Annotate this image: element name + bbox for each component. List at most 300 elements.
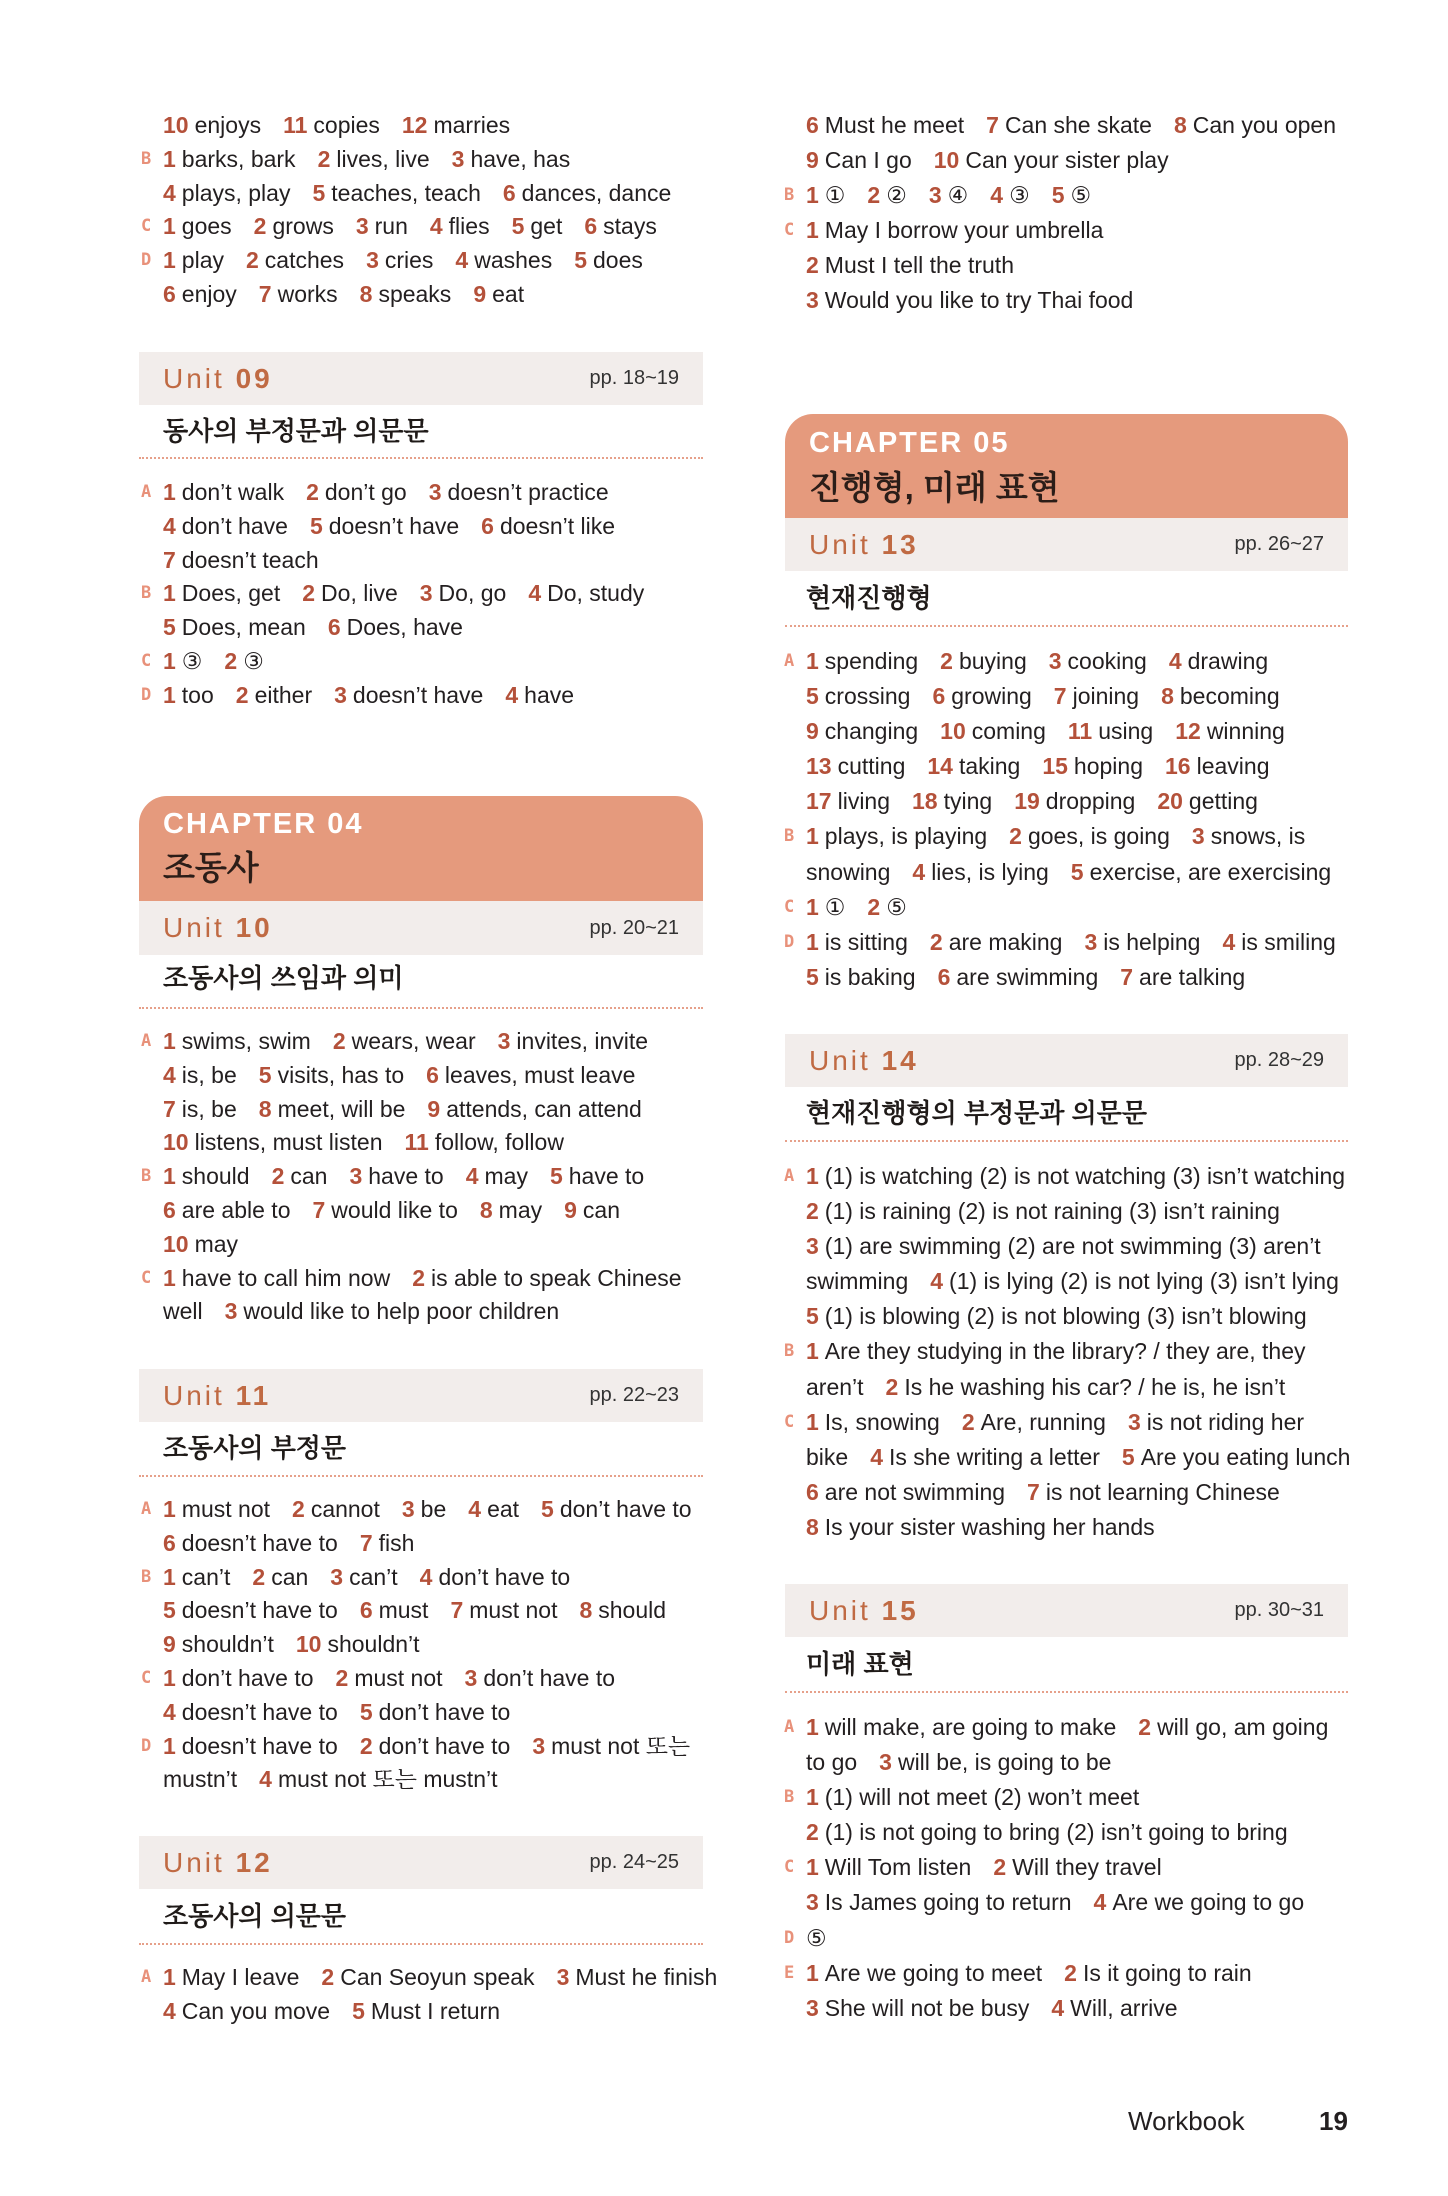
answer-text: run bbox=[374, 213, 408, 240]
answer-number: 6 bbox=[359, 1597, 373, 1624]
answer-item bbox=[806, 1925, 827, 1951]
answer-line bbox=[163, 1059, 682, 1093]
answer-line bbox=[163, 611, 644, 645]
answer-number: 11 bbox=[404, 1129, 429, 1156]
answer-text: cries bbox=[384, 247, 434, 274]
answer-number: 3 bbox=[355, 213, 369, 240]
unit-13-header bbox=[785, 518, 1348, 571]
answer-number: 3 bbox=[334, 681, 347, 708]
answer-line bbox=[784, 213, 1336, 248]
answer-number: 1 bbox=[163, 213, 176, 240]
unit-12-label bbox=[163, 1847, 273, 1879]
answer-text: be bbox=[420, 1496, 447, 1522]
answer-item bbox=[806, 1819, 1288, 1845]
unit-11-pages: pp. 22~23 bbox=[589, 1384, 679, 1406]
unit-number: 15 bbox=[881, 1594, 919, 1626]
answer-text: is not learning Chinese bbox=[1045, 1478, 1280, 1505]
answer-number: 3 bbox=[464, 1664, 478, 1691]
answer-text: growing bbox=[951, 683, 1032, 710]
answer-number: 3 bbox=[451, 145, 465, 172]
answer-item bbox=[163, 1231, 238, 1257]
answer-number: 1 bbox=[163, 1163, 176, 1190]
answer-line bbox=[141, 679, 644, 713]
answer-line bbox=[806, 1815, 1328, 1850]
answer-item bbox=[427, 1096, 641, 1122]
answer-text: marries bbox=[433, 112, 511, 138]
answer-text: Can you open bbox=[1192, 112, 1336, 138]
answer-text: dances, dance bbox=[521, 179, 672, 206]
answer-text: enjoy bbox=[181, 280, 237, 307]
unit-13-pages: pp. 26~27 bbox=[1234, 533, 1324, 555]
answer-text: is smiling bbox=[1241, 928, 1336, 955]
answer-text: Will Tom listen bbox=[824, 1854, 972, 1881]
dotted-divider bbox=[785, 625, 1348, 627]
answer-item bbox=[163, 1197, 291, 1223]
answer-line bbox=[163, 1093, 682, 1127]
answer-text: don’t have to bbox=[483, 1664, 616, 1691]
answer-item bbox=[330, 1564, 397, 1590]
unit-15-header bbox=[785, 1584, 1348, 1637]
answer-item bbox=[1064, 1960, 1252, 1986]
answer-item bbox=[1222, 929, 1335, 955]
answer-item bbox=[163, 1964, 299, 1990]
answer-number: 2 bbox=[271, 1163, 285, 1190]
answer-line bbox=[806, 1745, 1328, 1780]
answer-line bbox=[784, 1159, 1350, 1194]
answer-text: may bbox=[484, 1163, 528, 1190]
answer-line bbox=[141, 1160, 682, 1194]
answer-number: 9 bbox=[564, 1196, 577, 1223]
dotted-divider bbox=[139, 1475, 703, 1477]
answer-number: 6 bbox=[937, 963, 951, 990]
answer-item bbox=[512, 213, 563, 239]
unit-15-answers bbox=[784, 1710, 1329, 2026]
section-letter: A bbox=[784, 651, 795, 671]
answer-text: Does, mean bbox=[181, 614, 306, 641]
answer-text: May I borrow your umbrella bbox=[824, 217, 1104, 244]
answer-line bbox=[141, 1561, 692, 1595]
answer-item bbox=[1009, 823, 1170, 849]
answer-text: works bbox=[277, 280, 338, 307]
answer-text: are swimming bbox=[956, 963, 1099, 990]
answer-item bbox=[254, 213, 334, 239]
section-letter: B bbox=[784, 826, 795, 847]
footer-book-name: Workbook bbox=[1128, 2106, 1245, 2136]
answer-item bbox=[579, 1597, 666, 1623]
answer-number: 7 bbox=[1027, 1478, 1040, 1505]
answer-text: get bbox=[530, 213, 563, 240]
answer-item bbox=[336, 1665, 443, 1691]
answer-number: 6 bbox=[426, 1061, 439, 1088]
answer-text: to go bbox=[806, 1749, 858, 1776]
answer-number: 9 bbox=[473, 280, 487, 307]
answer-text: plays, play bbox=[181, 179, 291, 206]
answer-item bbox=[550, 1163, 644, 1189]
answer-text: Do, live bbox=[321, 580, 398, 607]
answer-item bbox=[283, 112, 380, 138]
answer-number: 5 bbox=[352, 1997, 365, 2024]
answer-item bbox=[806, 147, 912, 173]
answer-number: 15 bbox=[1042, 753, 1068, 780]
answer-text: can bbox=[582, 1196, 621, 1223]
section-letter: C bbox=[784, 1857, 795, 1878]
answer-text: eat bbox=[487, 1496, 520, 1522]
unit-number: 13 bbox=[881, 528, 919, 560]
answer-number: 2 bbox=[335, 1664, 349, 1691]
answer-number: 7 bbox=[986, 112, 999, 138]
answer-number: 3 bbox=[1191, 823, 1205, 850]
answers-continued-left bbox=[141, 109, 672, 312]
answer-item bbox=[246, 247, 344, 273]
answer-line bbox=[806, 283, 1336, 318]
answer-line bbox=[163, 1696, 692, 1730]
answer-line bbox=[141, 1961, 718, 1995]
answer-text: too bbox=[181, 681, 214, 708]
answer-text: attends, can attend bbox=[446, 1095, 642, 1122]
answer-item bbox=[806, 1374, 864, 1400]
answer-text: Can Seoyun speak bbox=[340, 1964, 535, 1990]
answer-number: 3 bbox=[806, 1889, 819, 1916]
answer-text: cooking bbox=[1067, 648, 1147, 674]
section-letter: A bbox=[784, 1166, 795, 1186]
answer-line bbox=[163, 1194, 682, 1228]
answer-item bbox=[163, 146, 296, 172]
answer-item bbox=[1128, 1409, 1304, 1435]
answer-item bbox=[806, 683, 910, 709]
answer-item bbox=[466, 1163, 528, 1189]
unit-word: Unit bbox=[809, 528, 871, 560]
answer-number: 9 bbox=[163, 1631, 176, 1658]
answer-number: 6 bbox=[806, 1478, 819, 1505]
answer-line bbox=[163, 109, 671, 143]
answer-number: 4 bbox=[163, 512, 176, 539]
answer-text: should bbox=[181, 1163, 250, 1190]
answer-item bbox=[1161, 683, 1280, 709]
answer-item bbox=[1192, 823, 1305, 849]
section-letter: C bbox=[141, 1667, 152, 1688]
answer-number: 12 bbox=[1175, 718, 1201, 745]
answer-item bbox=[929, 182, 968, 208]
unit-11-title: 조동사의 부정문 bbox=[163, 1433, 347, 1463]
answer-item bbox=[360, 1530, 415, 1556]
answer-item bbox=[1068, 718, 1153, 744]
answer-item bbox=[1138, 1714, 1328, 1740]
answer-line bbox=[806, 1229, 1350, 1264]
answer-text: becoming bbox=[1179, 683, 1280, 710]
section-letter: E bbox=[784, 1962, 795, 1983]
answer-number: 4 bbox=[455, 247, 469, 274]
answer-number: 5 bbox=[312, 179, 326, 206]
unit-13-answers bbox=[784, 644, 1336, 995]
answer-number: 1 bbox=[163, 1664, 176, 1691]
answer-line bbox=[784, 925, 1336, 960]
answer-text: wears, wear bbox=[351, 1028, 476, 1054]
unit-number: 14 bbox=[881, 1044, 919, 1076]
answer-text: aren’t bbox=[806, 1373, 864, 1400]
answer-item bbox=[1120, 964, 1245, 990]
answer-number: 3 bbox=[806, 1994, 819, 2021]
answer-text: hoping bbox=[1073, 753, 1143, 780]
answer-number: 1 bbox=[163, 1563, 176, 1590]
section-letter: D bbox=[141, 250, 152, 271]
answer-line bbox=[784, 1921, 1328, 1956]
answer-number: 8 bbox=[258, 1095, 272, 1122]
unit-number: 09 bbox=[235, 362, 273, 394]
section-letter: B bbox=[784, 1787, 795, 1808]
answer-number: 1 bbox=[806, 928, 819, 955]
answer-number: 1 bbox=[806, 1714, 819, 1740]
answer-text: is, be bbox=[181, 1061, 237, 1088]
answer-item bbox=[259, 1062, 404, 1088]
chapter-05-banner bbox=[785, 414, 1348, 518]
answer-text: teaches, teach bbox=[331, 179, 481, 206]
unit-word: Unit bbox=[809, 1594, 871, 1626]
answer-number: 1 bbox=[806, 1854, 819, 1881]
answer-text: Can she skate bbox=[1004, 112, 1152, 138]
answer-number: 6 bbox=[502, 179, 516, 206]
page-number: 19 bbox=[1319, 2106, 1348, 2136]
section-letter: A bbox=[141, 1499, 152, 1519]
answer-item bbox=[310, 513, 459, 539]
section-letter: C bbox=[141, 650, 152, 671]
section-letter: A bbox=[784, 1717, 795, 1737]
answer-line bbox=[141, 1025, 682, 1059]
answer-item bbox=[1094, 1889, 1305, 1915]
answer-item bbox=[259, 281, 338, 307]
answer-item bbox=[313, 1197, 458, 1223]
unit-09-title: 동사의 부정문과 의문문 bbox=[163, 416, 429, 446]
answer-item bbox=[334, 682, 483, 708]
answer-item bbox=[806, 648, 918, 674]
answer-text: cannot bbox=[310, 1496, 380, 1522]
answer-number: 2 bbox=[806, 1819, 819, 1846]
answer-item bbox=[806, 929, 908, 955]
answer-item bbox=[806, 823, 987, 849]
answer-line bbox=[163, 1295, 682, 1329]
answer-item bbox=[806, 1444, 848, 1470]
answer-text: are making bbox=[948, 928, 1063, 955]
answer-number: 2 bbox=[412, 1264, 425, 1291]
answer-text: (1) is watching (2) is not watching (3) isn’t watching bbox=[824, 1163, 1346, 1189]
answer-item bbox=[806, 894, 845, 920]
answer-number: 9 bbox=[806, 147, 819, 174]
answer-number: 1 bbox=[163, 1264, 176, 1291]
answer-number: 2 bbox=[302, 580, 316, 607]
answer-item bbox=[452, 146, 571, 172]
unit-10-answers bbox=[141, 1025, 682, 1329]
dotted-divider bbox=[139, 1943, 703, 1945]
answer-item bbox=[163, 1597, 338, 1623]
answer-number: 3 bbox=[224, 1298, 238, 1325]
answer-item bbox=[163, 1298, 203, 1324]
answer-item bbox=[806, 1514, 1155, 1540]
answer-line bbox=[806, 679, 1336, 714]
answer-line bbox=[141, 1262, 682, 1296]
answer-text: winning bbox=[1206, 718, 1285, 745]
answer-text: are talking bbox=[1139, 963, 1246, 990]
unit-09-answers bbox=[141, 476, 645, 713]
answer-text: snows, is bbox=[1210, 823, 1306, 850]
unit-10-title: 조동사의 쓰임과 의미 bbox=[163, 963, 404, 993]
answer-item bbox=[328, 614, 463, 640]
answer-text: Is she writing a letter bbox=[889, 1443, 1100, 1470]
answer-item bbox=[163, 614, 306, 640]
answer-item bbox=[806, 1995, 1029, 2021]
answer-number: 3 bbox=[428, 479, 442, 505]
answer-item bbox=[867, 894, 906, 920]
answer-text: ① bbox=[824, 893, 846, 920]
answer-number: 2 bbox=[867, 182, 881, 209]
answer-item bbox=[163, 648, 202, 674]
answer-item bbox=[402, 112, 510, 138]
answer-item bbox=[806, 753, 905, 779]
answer-number: 4 bbox=[505, 681, 519, 708]
answer-text: must not 또는 mustn’t bbox=[277, 1766, 498, 1793]
answer-text: flies bbox=[448, 213, 490, 240]
answer-text: doesn’t have to bbox=[181, 1698, 338, 1725]
answer-text: Do, go bbox=[438, 580, 507, 607]
answer-text: (1) are swimming (2) are not swimming (3) aren’t bbox=[824, 1233, 1321, 1260]
answer-item bbox=[296, 1631, 420, 1657]
answer-item bbox=[1169, 648, 1268, 674]
answer-item bbox=[505, 682, 574, 708]
answer-text: Is it going to rain bbox=[1082, 1959, 1252, 1986]
answer-text: Must he meet bbox=[824, 112, 965, 138]
answer-item bbox=[806, 1960, 1042, 1986]
chapter-04-label: CHAPTER 04 bbox=[163, 808, 364, 840]
section-letter: A bbox=[141, 482, 152, 502]
answer-item bbox=[930, 1268, 1339, 1294]
answer-line bbox=[784, 178, 1336, 213]
section-letter: B bbox=[141, 583, 152, 604]
answer-item bbox=[360, 1699, 511, 1725]
answer-number: 2 bbox=[806, 252, 819, 279]
answer-item bbox=[806, 964, 916, 990]
answer-item bbox=[806, 1268, 908, 1294]
answer-number: 3 bbox=[1127, 1408, 1141, 1435]
answer-number: 4 bbox=[163, 1698, 176, 1725]
answer-number: 6 bbox=[163, 280, 176, 307]
answer-number: 2 bbox=[292, 1496, 305, 1522]
answer-number: 6 bbox=[327, 614, 341, 641]
answer-item bbox=[806, 1338, 1306, 1364]
section-letter: B bbox=[784, 185, 795, 206]
answer-item bbox=[1165, 753, 1269, 779]
answer-item bbox=[806, 1163, 1345, 1189]
answer-text: eat bbox=[492, 280, 525, 307]
dotted-divider bbox=[139, 457, 703, 459]
answer-line bbox=[784, 644, 1336, 679]
section-letter: C bbox=[141, 1267, 152, 1288]
answer-number: 2 bbox=[929, 928, 943, 955]
answer-text: (1) is lying (2) is not lying (3) isn’t lying bbox=[949, 1268, 1339, 1295]
answer-number: 5 bbox=[163, 1597, 176, 1624]
answer-number: 3 bbox=[532, 1732, 546, 1759]
answer-item bbox=[473, 281, 524, 307]
answer-number: 4 bbox=[912, 858, 926, 885]
answer-text: tying bbox=[943, 788, 993, 815]
answer-text: can bbox=[290, 1163, 328, 1190]
answer-item bbox=[806, 1409, 940, 1435]
answer-item bbox=[163, 1163, 250, 1189]
unit-13-label bbox=[809, 529, 919, 561]
answer-line bbox=[141, 1493, 692, 1527]
answer-item bbox=[498, 1028, 648, 1054]
answer-number: 4 bbox=[1093, 1889, 1107, 1916]
answer-text: meet, will be bbox=[277, 1095, 406, 1122]
answer-text: lives, live bbox=[336, 145, 430, 172]
answer-text: ⑤ bbox=[1070, 182, 1092, 209]
answer-item bbox=[806, 287, 1133, 313]
answer-text: don’t have to bbox=[438, 1563, 571, 1590]
answer-text: visits, has to bbox=[277, 1061, 405, 1088]
answer-number: 2 bbox=[321, 1964, 335, 1990]
answer-line bbox=[806, 248, 1336, 283]
answer-number: 4 bbox=[259, 1766, 272, 1793]
answer-text: doesn’t like bbox=[499, 512, 616, 539]
answer-item bbox=[163, 1496, 270, 1522]
answer-line bbox=[806, 1440, 1350, 1475]
answer-text: leaving bbox=[1196, 753, 1270, 780]
answer-text: either bbox=[254, 681, 313, 708]
answer-line bbox=[163, 1126, 682, 1160]
answer-item bbox=[870, 1444, 1100, 1470]
answer-text: can’t bbox=[181, 1563, 231, 1590]
answer-number: 7 bbox=[1120, 963, 1134, 990]
answer-text: swimming bbox=[806, 1268, 909, 1295]
answer-line bbox=[806, 1299, 1350, 1334]
unit-word: Unit bbox=[163, 912, 225, 943]
answer-text: follow, follow bbox=[434, 1129, 564, 1156]
answer-item bbox=[806, 1233, 1321, 1259]
answer-number: 5 bbox=[163, 614, 176, 641]
answer-item bbox=[806, 1479, 1005, 1505]
answer-number: 2 bbox=[806, 1198, 819, 1225]
answer-number: 7 bbox=[258, 280, 272, 307]
answer-item bbox=[236, 682, 312, 708]
answer-item bbox=[455, 247, 552, 273]
answer-text: Are we going to go bbox=[1112, 1889, 1305, 1916]
answer-text: should bbox=[598, 1597, 667, 1624]
answer-text: Must I tell the truth bbox=[824, 252, 1014, 279]
answer-text: May I leave bbox=[181, 1964, 300, 1990]
answer-item bbox=[163, 1998, 330, 2024]
answer-item bbox=[806, 1749, 857, 1775]
answer-item bbox=[420, 1564, 571, 1590]
answer-line bbox=[141, 577, 645, 611]
answer-number: 8 bbox=[359, 280, 373, 307]
answer-number: 2 bbox=[1064, 1959, 1077, 1986]
answer-number: 5 bbox=[806, 963, 819, 990]
answer-text: well bbox=[163, 1298, 203, 1325]
answer-number: 2 bbox=[940, 648, 953, 674]
answer-item bbox=[806, 1303, 1307, 1329]
answer-item bbox=[163, 1096, 237, 1122]
unit-number: 11 bbox=[235, 1379, 272, 1411]
answer-text: would like to help poor children bbox=[243, 1298, 560, 1325]
answer-item bbox=[528, 580, 644, 606]
section-letter: B bbox=[141, 148, 152, 169]
answer-number: 4 bbox=[1222, 928, 1236, 955]
answer-item bbox=[163, 1530, 338, 1556]
answer-text: don’t have bbox=[181, 512, 288, 539]
answer-item bbox=[1157, 788, 1258, 814]
answer-item bbox=[465, 1665, 616, 1691]
answer-item bbox=[564, 1197, 620, 1223]
answer-number: 5 bbox=[1121, 1443, 1135, 1470]
answer-item bbox=[429, 479, 609, 505]
answer-line bbox=[806, 1370, 1350, 1405]
